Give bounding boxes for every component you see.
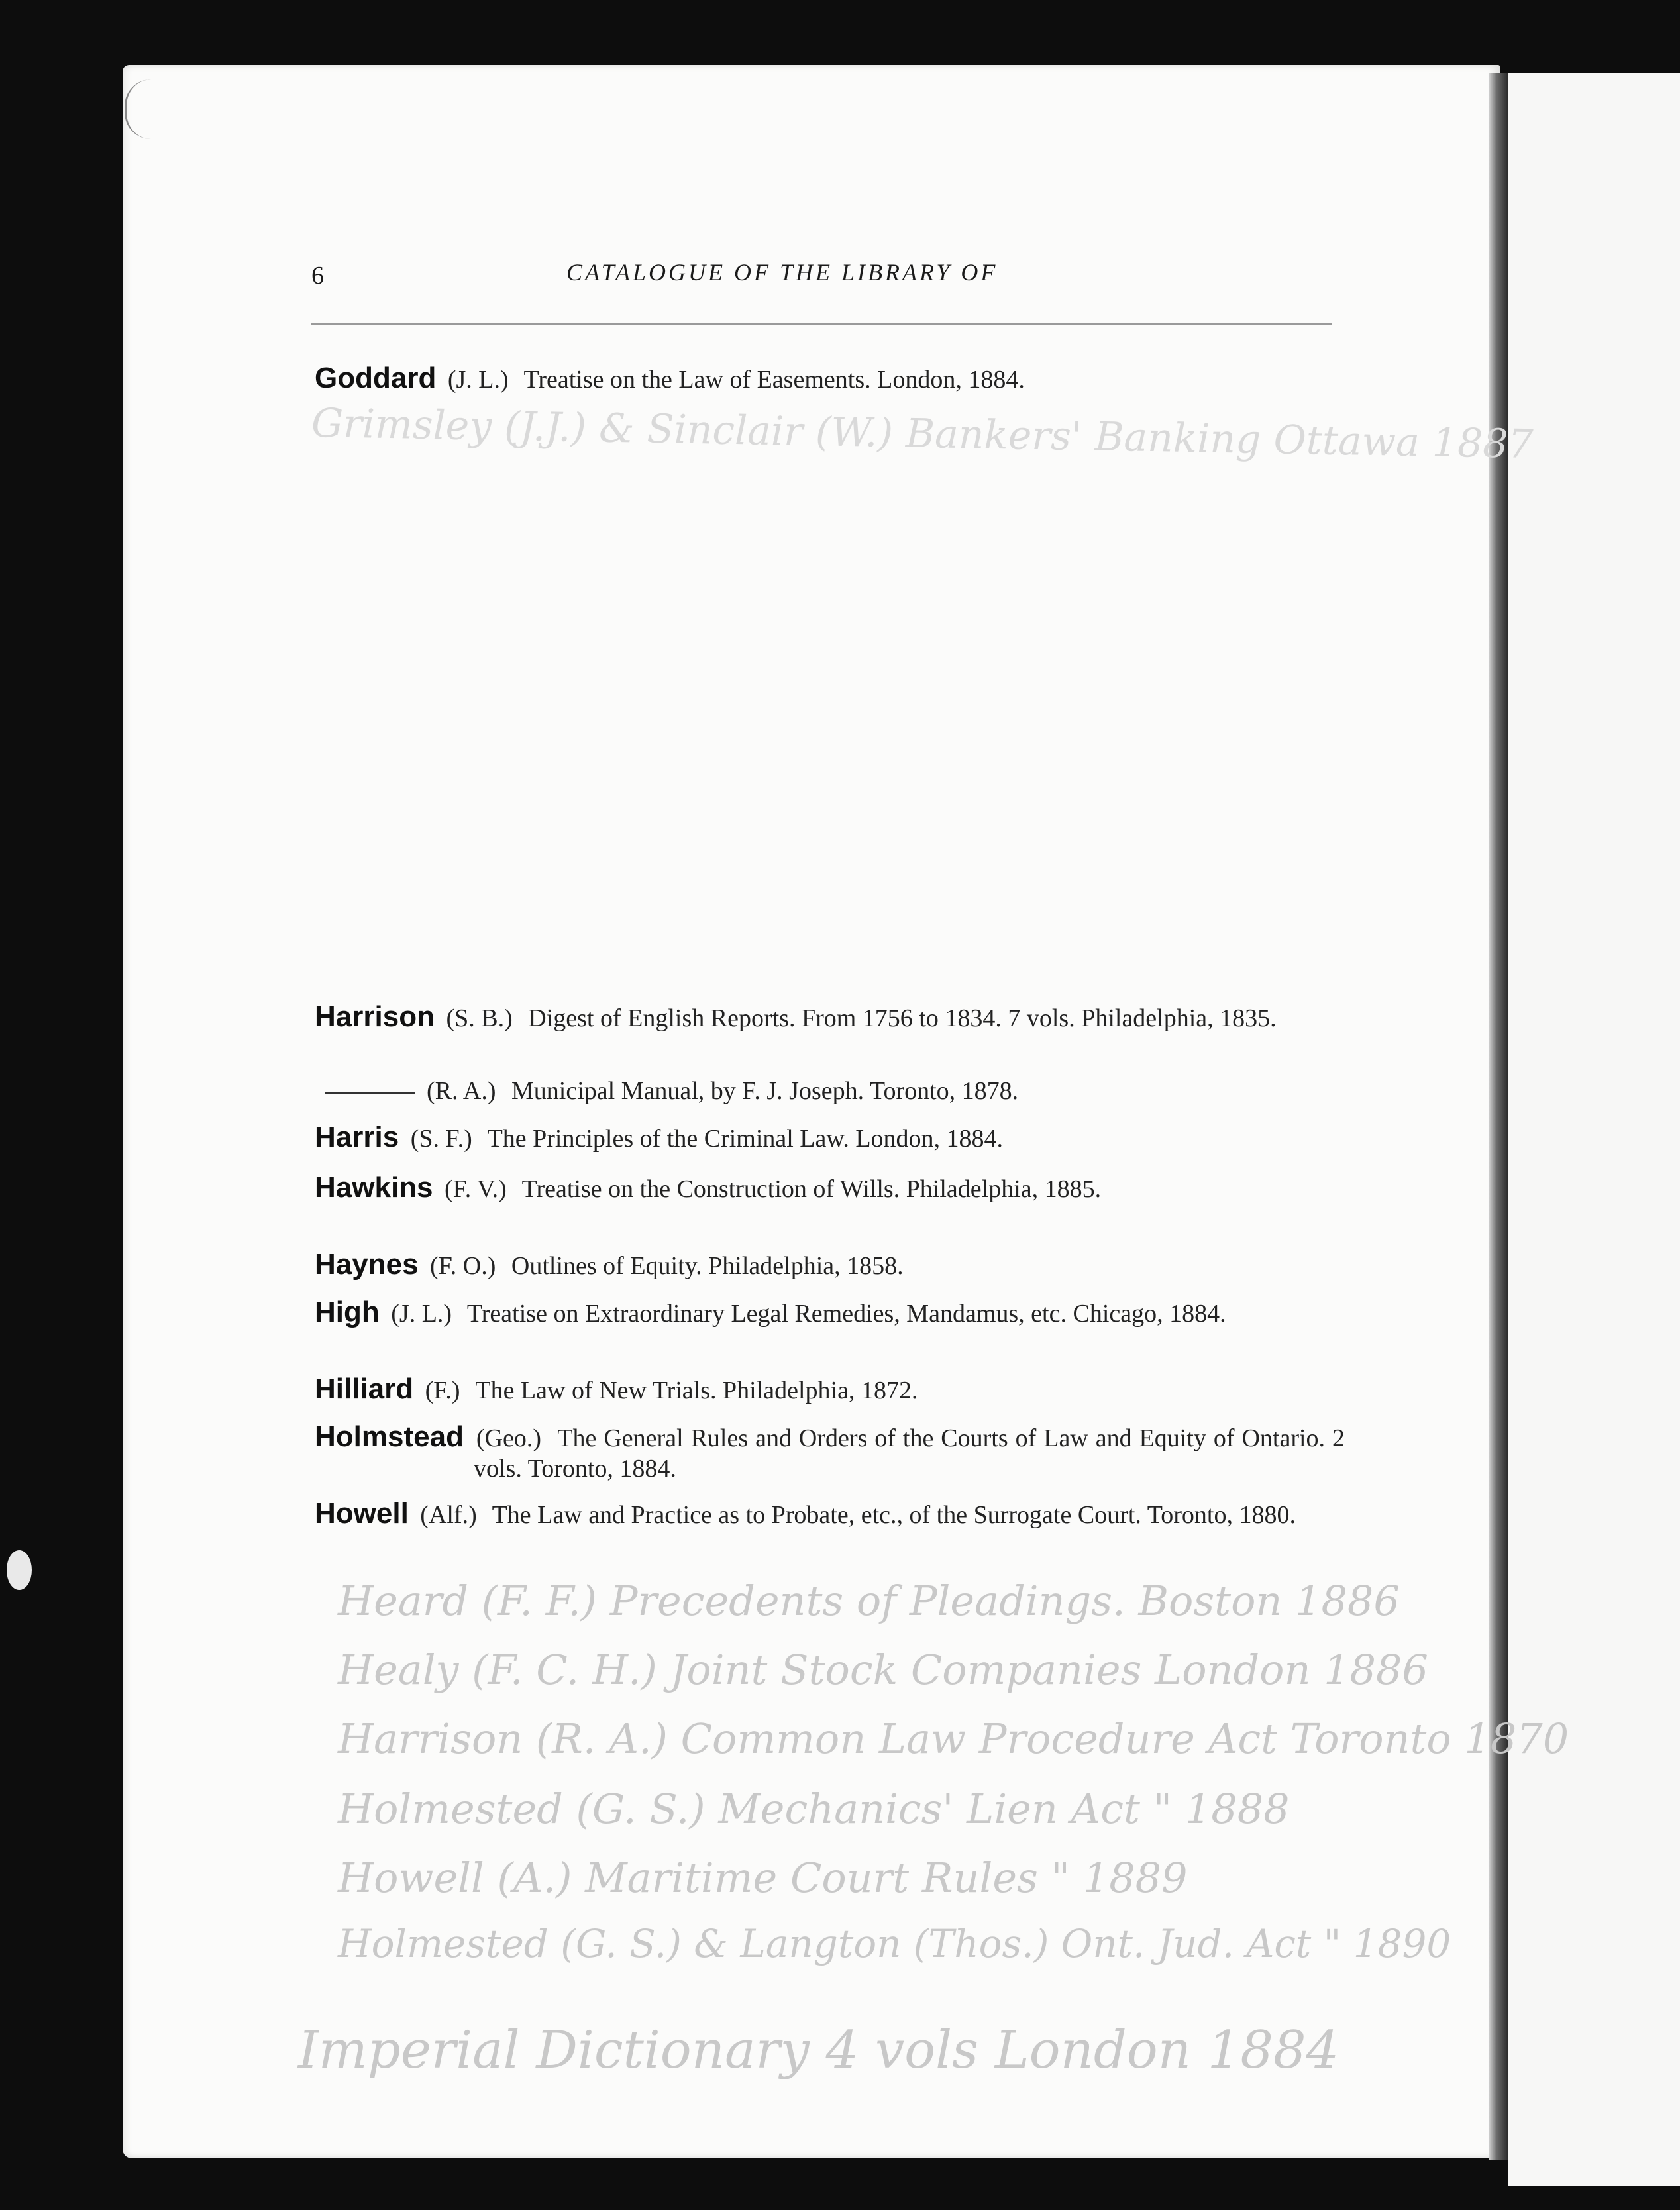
entry-initials: (F.) — [425, 1377, 460, 1404]
handwritten-note: Holmested (G. S.) Mechanics' Lien Act " 1888 — [338, 1785, 1290, 1833]
entry-author: Harris — [315, 1121, 399, 1153]
catalogue-entry — [315, 1076, 1345, 1106]
catalogue-entry — [315, 1422, 1345, 1484]
facing-page-edge — [1508, 73, 1680, 2186]
entry-title: The Law and Practice as to Probate, etc., of the Surrogate Court. Toronto, 1880. — [492, 1501, 1296, 1529]
book-gutter — [1489, 73, 1508, 2160]
page-number: 6 — [311, 262, 324, 289]
entry-author: Harrison — [315, 1000, 435, 1033]
handwritten-note: Holmested (G. S.) & Langton (Thos.) Ont. Jud. Act " 1890 — [338, 1921, 1451, 1966]
page-title: CATALOGUE OF THE LIBRARY OF — [566, 259, 998, 286]
entry-initials: (Alf.) — [420, 1501, 477, 1529]
entry-author: Goddard — [315, 362, 437, 394]
entry-initials: (S. F.) — [410, 1125, 472, 1153]
entry-initials: (J. L.) — [447, 366, 509, 394]
entry-author: Hilliard — [315, 1373, 414, 1405]
catalogue-entry — [315, 1374, 1345, 1406]
entry-title: Treatise on Extraordinary Legal Remedies, Mandamus, etc. Chicago, 1884. — [466, 1300, 1226, 1328]
handwritten-note: Healy (F. C. H.) Joint Stock Companies London 1886 — [338, 1646, 1428, 1694]
catalogue-entry — [315, 1249, 1345, 1281]
entry-title: Municipal Manual, by F. J. Joseph. Toronto, 1878. — [511, 1077, 1019, 1105]
entry-title: The Law of New Trials. Philadelphia, 1872. — [475, 1377, 918, 1404]
ditto-dash — [325, 1092, 415, 1094]
entry-author: Haynes — [315, 1248, 419, 1281]
entry-title: Treatise on the Law of Easements. London, 1884. — [523, 366, 1025, 394]
catalogue-entry — [315, 1499, 1345, 1530]
entry-author: Holmstead — [315, 1420, 464, 1453]
entry-title: Digest of English Reports. From 1756 to 1834. 7 vols. Philadelphia, 1835. — [528, 1004, 1277, 1032]
entry-author: Howell — [315, 1497, 409, 1530]
entry-initials: (Geo.) — [476, 1424, 542, 1452]
catalogue-entry — [315, 1122, 1345, 1154]
handwritten-note: Heard (F. F.) Precedents of Pleadings. Boston 1886 — [338, 1577, 1400, 1625]
entry-initials: (F. V.) — [445, 1175, 507, 1203]
catalogue-entry — [315, 1002, 1345, 1033]
catalogue-entry — [315, 1173, 1345, 1204]
running-head — [311, 258, 1332, 298]
header-rule — [311, 323, 1332, 325]
entry-author: High — [315, 1296, 380, 1328]
entry-title: The Principles of the Criminal Law. London, 1884. — [487, 1125, 1004, 1153]
entry-author: Hawkins — [315, 1171, 433, 1204]
entry-initials: (F. O.) — [430, 1252, 496, 1280]
entry-title: The General Rules and Orders of the Courts of Law and Equity of Ontario. 2 vols. Toronto, 1884. — [474, 1424, 1345, 1483]
entry-initials: (S. B.) — [446, 1004, 513, 1032]
handwritten-note: Howell (A.) Maritime Court Rules " 1889 — [338, 1854, 1188, 1902]
catalogue-entry — [315, 363, 1345, 395]
handwritten-note: Harrison (R. A.) Common Law Procedure Act Toronto 1870 — [338, 1714, 1569, 1763]
entry-title: Treatise on the Construction of Wills. Philadelphia, 1885. — [521, 1175, 1102, 1203]
catalogue-entry — [315, 1297, 1345, 1329]
handwritten-note: Grimsley (J.J.) & Sinclair (W.) Bankers' Banking Ottawa 1887 — [311, 399, 1534, 468]
handwritten-note: Imperial Dictionary 4 vols London 1884 — [298, 2021, 1339, 2080]
entry-initials: (J. L.) — [391, 1300, 452, 1328]
entry-title: Outlines of Equity. Philadelphia, 1858. — [511, 1252, 904, 1280]
entry-initials: (R. A.) — [427, 1077, 496, 1105]
paper-speck — [7, 1550, 32, 1590]
